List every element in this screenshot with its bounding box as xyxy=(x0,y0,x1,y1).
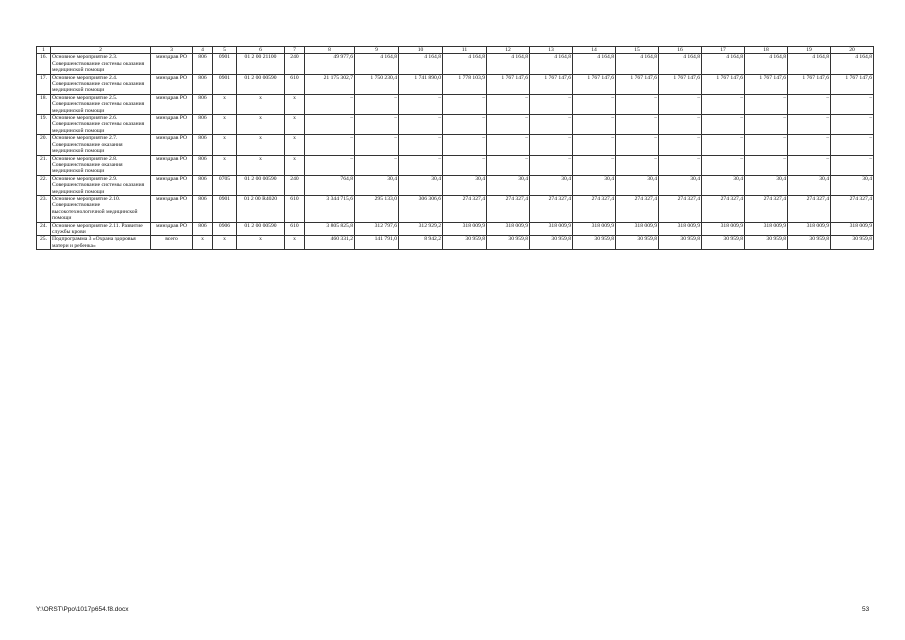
table-cell: 1 767 147,6 xyxy=(659,74,702,94)
table-cell: 4 164,8 xyxy=(443,54,487,74)
table-cell: 274 327,4 xyxy=(831,195,874,222)
table-cell: – xyxy=(530,94,573,114)
table-cell: x xyxy=(285,135,305,155)
table-cell: 22. xyxy=(37,175,51,195)
program-name-cell: Основное мероприятие 2.8. Совершенствование оказания медицинской помощи xyxy=(51,155,151,175)
column-number: 10 xyxy=(399,47,443,54)
executor-cell: всего xyxy=(151,236,193,250)
table-cell: x xyxy=(285,94,305,114)
column-number: 17 xyxy=(702,47,745,54)
table-cell: 30,4 xyxy=(487,175,530,195)
table-cell: – xyxy=(702,94,745,114)
table-cell: 806 xyxy=(193,74,213,94)
table-cell: 0906 xyxy=(213,222,237,236)
table-cell: x xyxy=(237,236,285,250)
table-cell: – xyxy=(745,94,788,114)
program-name-cell: Основное мероприятие 2.4. Совершенствование системы оказания медицинской помощи xyxy=(51,74,151,94)
program-name-cell: Основное мероприятие 2.3. Совершенствование системы оказания медицинской помощи xyxy=(51,54,151,74)
table-cell: – xyxy=(355,135,399,155)
table-cell: 18. xyxy=(37,94,51,114)
table-cell: 318 009,9 xyxy=(616,222,659,236)
table-cell: – xyxy=(831,155,874,175)
table-row xyxy=(37,195,874,222)
program-name-cell: Основное мероприятие 2.9. Совершенствование системы оказания медицинской помощи xyxy=(51,175,151,195)
column-number: 20 xyxy=(831,47,874,54)
table-cell: 4 164,8 xyxy=(745,54,788,74)
table-cell: 610 xyxy=(285,222,305,236)
table-cell: – xyxy=(573,115,616,135)
table-cell: – xyxy=(305,155,355,175)
table-cell: 1 767 147,6 xyxy=(487,74,530,94)
table-cell: – xyxy=(616,155,659,175)
column-number: 8 xyxy=(305,47,355,54)
table-cell: x xyxy=(237,155,285,175)
table-cell: 23. xyxy=(37,195,51,222)
program-name-cell: Основное мероприятие 2.7. Совершенствование оказания медицинской помощи xyxy=(51,135,151,155)
table-cell: 1 750 230,4 xyxy=(355,74,399,94)
executor-cell: минздрав РО xyxy=(151,195,193,222)
column-number: 16 xyxy=(659,47,702,54)
table-cell: 17. xyxy=(37,74,51,94)
table-cell: 30,4 xyxy=(573,175,616,195)
executor-cell: минздрав РО xyxy=(151,135,193,155)
table-cell: 25. xyxy=(37,236,51,250)
table-cell: x xyxy=(213,115,237,135)
table-cell: 274 327,4 xyxy=(702,195,745,222)
table-cell: – xyxy=(831,135,874,155)
table-body xyxy=(37,54,874,250)
table-cell: – xyxy=(573,94,616,114)
table-cell: – xyxy=(702,155,745,175)
table-cell: – xyxy=(399,135,443,155)
table-cell: 0901 xyxy=(213,74,237,94)
table-cell: 30,4 xyxy=(399,175,443,195)
table-cell: 318 009,9 xyxy=(702,222,745,236)
table-cell: 1 778 103,9 xyxy=(443,74,487,94)
table-cell: x xyxy=(213,155,237,175)
column-number: 11 xyxy=(443,47,487,54)
table-cell: – xyxy=(530,115,573,135)
table-cell: – xyxy=(659,155,702,175)
table-row xyxy=(37,115,874,135)
table-cell: 1 741 890,0 xyxy=(399,74,443,94)
table-cell: 1 767 147,6 xyxy=(831,74,874,94)
table-cell: 01 2 00 00590 xyxy=(237,175,285,195)
table-cell: 312 929,2 xyxy=(399,222,443,236)
table-cell: 0705 xyxy=(213,175,237,195)
column-number-row xyxy=(37,47,874,54)
table-cell: 3 805 825,8 xyxy=(305,222,355,236)
table-cell: 21. xyxy=(37,155,51,175)
table-cell: 1 767 147,6 xyxy=(788,74,831,94)
column-number: 2 xyxy=(51,47,151,54)
table-cell: – xyxy=(788,115,831,135)
table-cell: 30,4 xyxy=(355,175,399,195)
table-cell: 806 xyxy=(193,115,213,135)
table-cell: 240 xyxy=(285,175,305,195)
column-number: 6 xyxy=(237,47,285,54)
table-cell: – xyxy=(745,115,788,135)
column-number: 5 xyxy=(213,47,237,54)
program-name-cell: Подпрограмма 3 «Охрана здоровья матери и ребенка» xyxy=(51,236,151,250)
table-row xyxy=(37,155,874,175)
program-name-cell: Основное мероприятие 2.6. Совершенствование системы оказания медицинской помощи xyxy=(51,115,151,135)
table-cell: 274 327,4 xyxy=(487,195,530,222)
table-cell: 01 2 00 R4020 xyxy=(237,195,285,222)
table-cell: 30 959,8 xyxy=(788,236,831,250)
table-cell: 274 327,4 xyxy=(616,195,659,222)
table-cell: – xyxy=(659,94,702,114)
budget-table-page xyxy=(36,46,870,250)
table-cell: x xyxy=(213,236,237,250)
table-cell: – xyxy=(831,115,874,135)
table-cell: 274 327,4 xyxy=(530,195,573,222)
table-cell: 806 xyxy=(193,94,213,114)
table-cell: 20. xyxy=(37,135,51,155)
table-cell: 49 977,6 xyxy=(305,54,355,74)
table-cell: x xyxy=(237,115,285,135)
table-cell: 30,4 xyxy=(616,175,659,195)
table-cell: 318 009,9 xyxy=(573,222,616,236)
table-cell: – xyxy=(530,135,573,155)
table-cell: 274 327,4 xyxy=(788,195,831,222)
column-number: 14 xyxy=(573,47,616,54)
table-cell: 274 327,4 xyxy=(745,195,788,222)
executor-cell: минздрав РО xyxy=(151,115,193,135)
table-cell: – xyxy=(530,155,573,175)
table-cell: – xyxy=(788,135,831,155)
table-cell: 318 009,9 xyxy=(831,222,874,236)
table-cell: 30 959,8 xyxy=(659,236,702,250)
table-cell: 318 009,9 xyxy=(788,222,831,236)
table-cell: – xyxy=(355,155,399,175)
table-cell: 30,4 xyxy=(745,175,788,195)
table-cell: 312 797,6 xyxy=(355,222,399,236)
table-cell: 3 344 715,6 xyxy=(305,195,355,222)
table-cell: – xyxy=(745,135,788,155)
table-cell: 274 327,4 xyxy=(659,195,702,222)
table-cell: – xyxy=(487,94,530,114)
table-cell: 4 164,8 xyxy=(487,54,530,74)
executor-cell: минздрав РО xyxy=(151,155,193,175)
table-cell: 318 009,9 xyxy=(487,222,530,236)
footer-file-path: Y:\ORST\Ppo\1017p654.f8.docx xyxy=(36,606,129,613)
table-cell: x xyxy=(213,135,237,155)
table-row xyxy=(37,135,874,155)
table-cell: – xyxy=(443,135,487,155)
table-cell: 30 959,8 xyxy=(616,236,659,250)
column-number: 18 xyxy=(745,47,788,54)
table-cell: 806 xyxy=(193,54,213,74)
table-cell: – xyxy=(788,94,831,114)
table-cell: 0901 xyxy=(213,195,237,222)
table-cell: 30,4 xyxy=(702,175,745,195)
table-cell: – xyxy=(745,155,788,175)
column-number: 3 xyxy=(151,47,193,54)
table-cell: 16. xyxy=(37,54,51,74)
table-cell: x xyxy=(285,155,305,175)
table-cell: – xyxy=(659,135,702,155)
table-cell: 4 164,8 xyxy=(573,54,616,74)
table-cell: 318 009,9 xyxy=(530,222,573,236)
column-number: 15 xyxy=(616,47,659,54)
table-cell: 21 175 302,7 xyxy=(305,74,355,94)
table-cell: – xyxy=(399,94,443,114)
table-cell: 01 2 00 21100 xyxy=(237,54,285,74)
table-cell: 610 xyxy=(285,195,305,222)
table-cell: 4 164,8 xyxy=(355,54,399,74)
column-number: 9 xyxy=(355,47,399,54)
table-cell: – xyxy=(305,135,355,155)
table-cell: 30 959,8 xyxy=(530,236,573,250)
table-cell: – xyxy=(616,115,659,135)
table-cell: 460 331,2 xyxy=(305,236,355,250)
table-cell: – xyxy=(443,155,487,175)
table-cell: 4 164,8 xyxy=(831,54,874,74)
program-name-cell: Основное мероприятие 2.5. Совершенствование системы оказания медицинской помощи xyxy=(51,94,151,114)
table-cell: 30,4 xyxy=(788,175,831,195)
table-cell: 318 009,9 xyxy=(443,222,487,236)
table-cell: 764,8 xyxy=(305,175,355,195)
table-cell: 1 767 147,6 xyxy=(702,74,745,94)
table-cell: 4 164,8 xyxy=(399,54,443,74)
column-number: 19 xyxy=(788,47,831,54)
executor-cell: минздрав РО xyxy=(151,54,193,74)
table-cell: 240 xyxy=(285,54,305,74)
table-cell: x xyxy=(193,236,213,250)
table-cell: 01 2 00 00590 xyxy=(237,74,285,94)
table-cell: – xyxy=(702,115,745,135)
budget-table xyxy=(36,46,874,250)
table-cell: 4 164,8 xyxy=(530,54,573,74)
table-cell: – xyxy=(831,94,874,114)
table-cell: 19. xyxy=(37,115,51,135)
table-cell: – xyxy=(702,135,745,155)
table-cell: 8 942,2 xyxy=(399,236,443,250)
table-cell: 141 791,0 xyxy=(355,236,399,250)
table-cell: 30,4 xyxy=(831,175,874,195)
table-cell: 610 xyxy=(285,74,305,94)
table-cell: – xyxy=(487,155,530,175)
table-cell: – xyxy=(443,115,487,135)
table-cell: – xyxy=(487,115,530,135)
table-cell: 1 767 147,6 xyxy=(530,74,573,94)
table-cell: x xyxy=(285,236,305,250)
table-cell: 30,4 xyxy=(530,175,573,195)
page-number: 53 xyxy=(862,606,870,613)
table-cell: 4 164,8 xyxy=(788,54,831,74)
column-number: 13 xyxy=(530,47,573,54)
table-cell: 4 164,8 xyxy=(659,54,702,74)
table-cell: – xyxy=(573,155,616,175)
table-row xyxy=(37,222,874,236)
column-number: 12 xyxy=(487,47,530,54)
executor-cell: минздрав РО xyxy=(151,94,193,114)
table-cell: – xyxy=(305,94,355,114)
executor-cell: минздрав РО xyxy=(151,74,193,94)
table-cell: 1 767 147,6 xyxy=(616,74,659,94)
program-name-cell: Основное мероприятие 2.10. Совершенствование высокотехнологичной медицинской помощи xyxy=(51,195,151,222)
table-cell: 30,4 xyxy=(443,175,487,195)
table-cell: x xyxy=(237,94,285,114)
table-cell: – xyxy=(443,94,487,114)
table-cell: 806 xyxy=(193,195,213,222)
table-cell: 30 959,8 xyxy=(745,236,788,250)
table-cell: – xyxy=(487,135,530,155)
table-cell: 4 164,8 xyxy=(616,54,659,74)
table-cell: 30 959,8 xyxy=(487,236,530,250)
table-cell: 0901 xyxy=(213,54,237,74)
table-row xyxy=(37,74,874,94)
table-cell: 30 959,8 xyxy=(831,236,874,250)
table-cell: – xyxy=(616,135,659,155)
table-cell: – xyxy=(355,115,399,135)
table-cell: – xyxy=(355,94,399,114)
column-number: 7 xyxy=(285,47,305,54)
executor-cell: минздрав РО xyxy=(151,175,193,195)
table-cell: 274 327,4 xyxy=(573,195,616,222)
table-cell: 295 133,0 xyxy=(355,195,399,222)
table-cell: 306 306,6 xyxy=(399,195,443,222)
table-cell: – xyxy=(399,115,443,135)
table-cell: x xyxy=(237,135,285,155)
table-row xyxy=(37,175,874,195)
table-cell: 30 959,8 xyxy=(573,236,616,250)
table-row xyxy=(37,54,874,74)
table-cell: 1 767 147,6 xyxy=(573,74,616,94)
table-cell: 30 959,8 xyxy=(443,236,487,250)
table-cell: 806 xyxy=(193,222,213,236)
table-cell: – xyxy=(616,94,659,114)
table-cell: – xyxy=(788,155,831,175)
table-row xyxy=(37,94,874,114)
table-cell: – xyxy=(399,155,443,175)
table-cell: x xyxy=(213,94,237,114)
column-number: 4 xyxy=(193,47,213,54)
executor-cell: минздрав РО xyxy=(151,222,193,236)
column-number: 1 xyxy=(37,47,51,54)
table-cell: 24. xyxy=(37,222,51,236)
table-cell: 806 xyxy=(193,155,213,175)
table-cell: x xyxy=(285,115,305,135)
table-cell: 1 767 147,6 xyxy=(745,74,788,94)
table-cell: 30 959,8 xyxy=(702,236,745,250)
table-cell: 274 327,4 xyxy=(443,195,487,222)
table-cell: – xyxy=(659,115,702,135)
table-cell: 318 009,9 xyxy=(745,222,788,236)
table-cell: 01 2 00 00590 xyxy=(237,222,285,236)
table-cell: – xyxy=(573,135,616,155)
table-cell: 30,4 xyxy=(659,175,702,195)
table-cell: 806 xyxy=(193,175,213,195)
program-name-cell: Основное мероприятие 2.11. Развитие службы крови xyxy=(51,222,151,236)
table-cell: 318 009,9 xyxy=(659,222,702,236)
table-cell: 4 164,8 xyxy=(702,54,745,74)
table-cell: 806 xyxy=(193,135,213,155)
table-cell: – xyxy=(305,115,355,135)
table-row xyxy=(37,236,874,250)
